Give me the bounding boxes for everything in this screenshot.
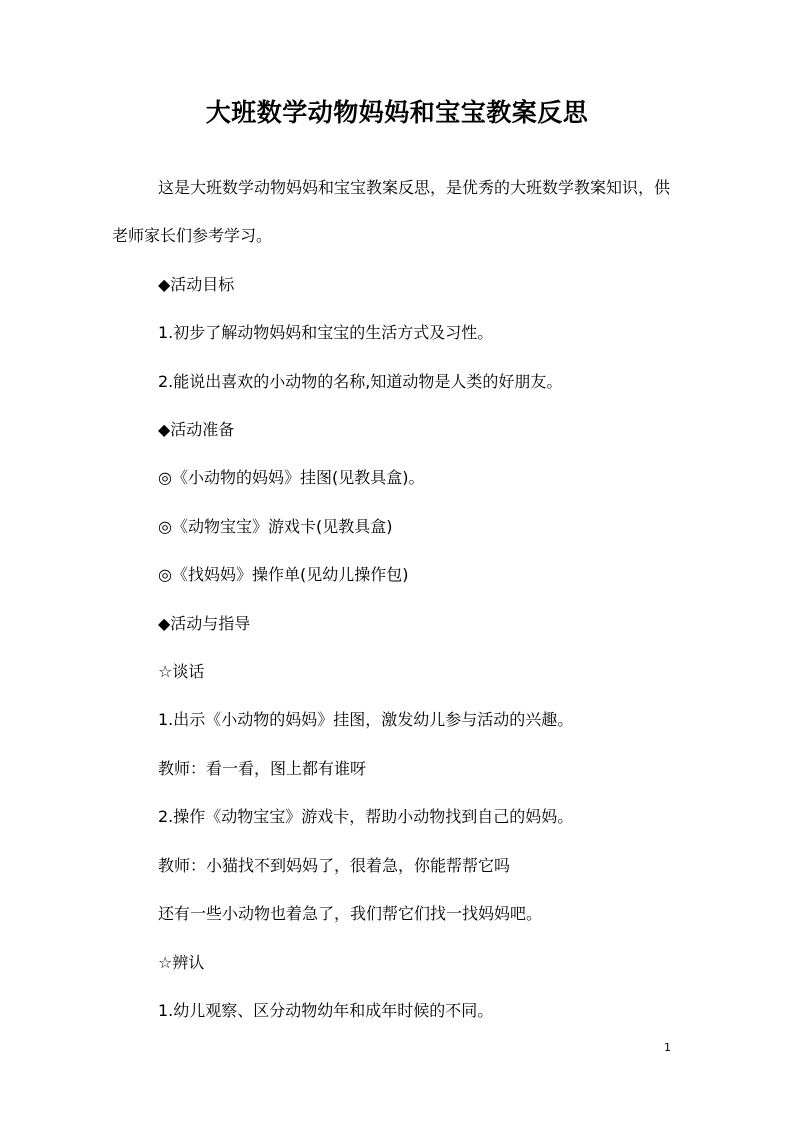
paragraph: 1.幼儿观察、区分动物幼年和成年时候的不同。 — [158, 1000, 494, 1020]
subheading-identify: ☆辨认 — [158, 952, 205, 972]
document-title: 大班数学动物妈妈和宝宝教案反思 — [205, 98, 589, 127]
section-heading-goals: ◆活动目标 — [158, 274, 235, 294]
paragraph: ◎《找妈妈》操作单(见幼儿操作包) — [158, 565, 409, 585]
paragraph: 教师：看一看，图上都有谁呀 — [158, 758, 367, 778]
paragraph: 1.出示《小动物的妈妈》挂图，激发幼儿参与活动的兴趣。 — [158, 710, 574, 730]
paragraph: ◎《小动物的妈妈》挂图(见教具盒)。 — [158, 468, 425, 488]
paragraph: ◎《动物宝宝》游戏卡(见教具盒) — [158, 516, 393, 536]
page-number: 1 — [664, 1041, 671, 1054]
paragraph: 2.操作《动物宝宝》游戏卡，帮助小动物找到自己的妈妈。 — [158, 807, 574, 827]
section-heading-activity: ◆活动与指导 — [158, 613, 251, 633]
section-heading-preparation: ◆活动准备 — [158, 420, 235, 440]
paragraph: 还有一些小动物也着急了，我们帮它们找一找妈妈吧。 — [158, 904, 543, 924]
paragraph: 1.初步了解动物妈妈和宝宝的生活方式及习性。 — [158, 323, 494, 343]
paragraph: 教师：小猫找不到妈妈了，很着急，你能帮帮它吗 — [158, 855, 511, 875]
document-body — [112, 164, 682, 1035]
intro-paragraph: 这是大班数学动物妈妈和宝宝教案反思，是优秀的大班数学教案知识，供老师家长们参考学习。 — [112, 178, 671, 246]
paragraph: 2.能说出喜欢的小动物的名称,知道动物是人类的好朋友。 — [158, 371, 563, 391]
subheading-talk: ☆谈话 — [158, 662, 205, 682]
